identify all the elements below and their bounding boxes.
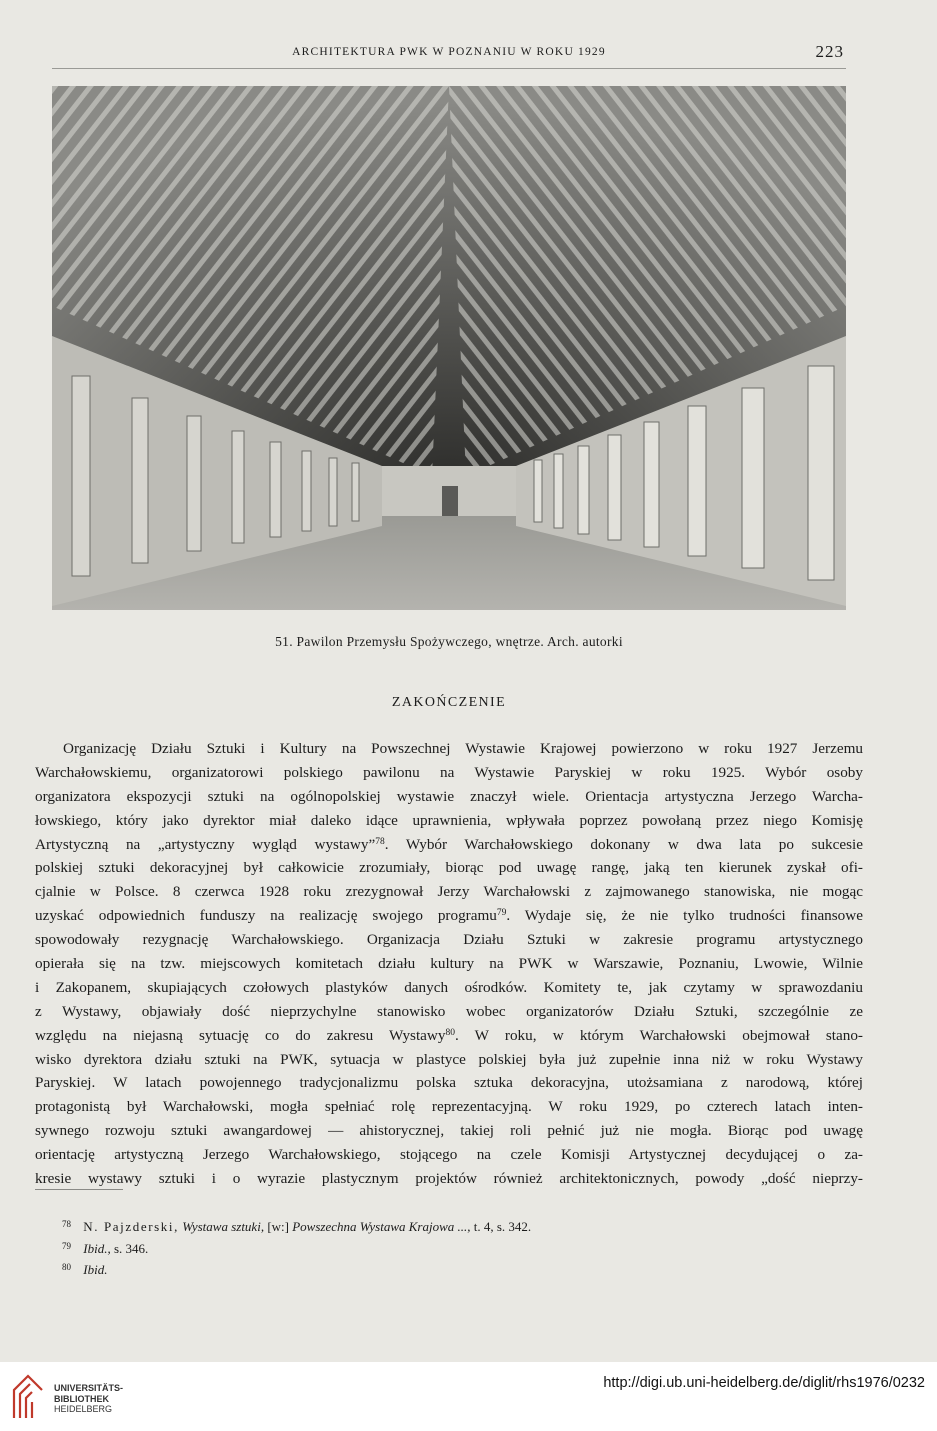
text-line: protagonistą był Warchałowski, mogła spełniać rolę reprezentacyjną. W roku 1929, po czterech latach inten- — [35, 1098, 863, 1116]
footnote-mid: [w:] — [267, 1219, 289, 1234]
text-line: łowskiego, który jako dyrektor miał daleko idące uprawnienia, wpływała poprzez powołaną przez niego Komisję — [35, 811, 863, 829]
text-line: Organizację Działu Sztuki i Kultury na Powszechnej Wystawie Krajowej powierzono w roku 1927 Jerzemu — [63, 740, 863, 757]
footnote-number: 78 — [62, 1219, 71, 1229]
text-line: i Zakopanem, skupiających czołowych plastyków danych ośrodków. Komitety te, jak czytamy w sprawozdaniu — [35, 978, 863, 996]
body-text — [35, 737, 863, 1191]
running-title: ARCHITEKTURA PWK W POZNANIU W ROKU 1929 — [292, 46, 606, 58]
footnote-source: Powszechna Wystawa Krajowa ..., — [292, 1219, 471, 1234]
footnote-divider — [35, 1189, 123, 1190]
footnote-ref: 78 — [375, 836, 385, 847]
text-line: sywnego rozwoju sztuki awangardowej — ahistorycznej, takiej roli pełnić już nie mogła. Biorąc pod uwagę — [35, 1122, 863, 1140]
text-line: organizatora ekspozycji sztuki na ogólnopolskiej wystawie znaczył wiele. Orientacja artystyczna Jerzego Warcha- — [35, 787, 863, 805]
figure-photograph — [52, 86, 846, 610]
text-line: orientację artystyczną Jerzego Warchałowskiego, stojącego na czele Komisji Artystycznej decydującej o za- — [35, 1146, 863, 1164]
text-line: cjalnie w Polsce. 8 czerwca 1928 roku zrezygnował Jerzy Warchałowski z zajmowanego stanowiska, nie mogąc — [35, 883, 863, 901]
text-line: względu na niejasną sytuację co do zakresu Wystawy$^{80}$. W roku, w którym Warchałowski obejmował stano- — [35, 1026, 863, 1044]
footnotes — [62, 1215, 842, 1280]
text-line: spowodowały rezygnację Warchałowskiego. Organizacja Działu Sztuki w zakresie programu artystycznego — [35, 931, 863, 949]
footnote-number: 79 — [62, 1240, 71, 1251]
footnote-number: 80 — [62, 1262, 71, 1272]
text-line: Artystyczną na „artystyczny wygląd wystawy”$^{78}$. Wybór Warchałowskiego dokonany w dwa lata po sukcesie — [35, 835, 863, 853]
footnote-79 — [62, 1237, 842, 1259]
university-library-logo-icon — [8, 1372, 48, 1422]
footnote-ibid: Ibid. — [83, 1262, 108, 1277]
text-line: wisko dyrektora działu sztuki na PWK, sytuacja w plastyce polskiej była już zupełnie inna niż w roku Wystawy — [35, 1050, 863, 1068]
text-line: polskiej sztuki dekoracyjnej był całkowicie zrozumiały, biorąc pod uwagę rangę, jaką ten kierunek zyskał ofi- — [35, 859, 863, 877]
footer-bar — [0, 1362, 937, 1431]
text-line: z Wystawy, objawiały dość nieprzychylne stanowisko wobec organizatorów Działu Sztuki, szczególnie ze — [35, 1002, 863, 1020]
footnote-author: N. Pajzderski, — [83, 1219, 179, 1234]
source-url-link[interactable]: http://digi.ub.uni-heidelberg.de/diglit/rhs1976/0232 — [603, 1375, 925, 1391]
footnote-ref: 80 — [445, 1027, 455, 1038]
footnote-rest: t. 4, s. 342. — [473, 1219, 532, 1234]
footnote-ibid: Ibid., — [83, 1240, 111, 1256]
footnote-80 — [62, 1258, 842, 1280]
footnote-rest: s. 346. — [113, 1240, 149, 1256]
figure-caption: 51. Pawilon Przemysłu Spożywczego, wnętrze. Arch. autorki — [275, 634, 623, 649]
footnote-78 — [62, 1215, 842, 1237]
text-line: uzyskać odpowiednich funduszy na realizację swojego programu$^{79}$. Wydaje się, że nie tylko trudności finansowe — [35, 907, 863, 925]
section-heading: ZAKOŃCZENIE — [391, 695, 507, 710]
text-line: opierała się na tzw. miejscowych komitetach działu kultury na PWK w Warszawie, Poznaniu, Lwowie, Wilnie — [35, 955, 863, 973]
text-line: Warchałowskiemu, organizatorowi polskiego pawilonu na Wystawie Paryskiej w roku 1925. Wybór osoby — [35, 763, 863, 781]
footnote-title: Wystawa sztuki, — [182, 1219, 265, 1234]
text-line: Paryskiej. W latach powojennego tradycjonalizmu polska sztuka dekoracyjna, utożsamiana z narodową, której — [35, 1074, 863, 1092]
pavilion-interior-photo — [52, 86, 846, 610]
page-number: 223 — [815, 42, 844, 61]
library-name: UNIVERSITÄTS- BIBLIOTHEK HEIDELBERG — [54, 1383, 124, 1414]
running-head — [52, 44, 846, 69]
text-line: kresie wystawy sztuki i o wyrazie plastycznym projektów również architektonicznych, powody „dość nieprzy- — [35, 1170, 863, 1188]
footnote-ref: 79 — [496, 908, 507, 919]
